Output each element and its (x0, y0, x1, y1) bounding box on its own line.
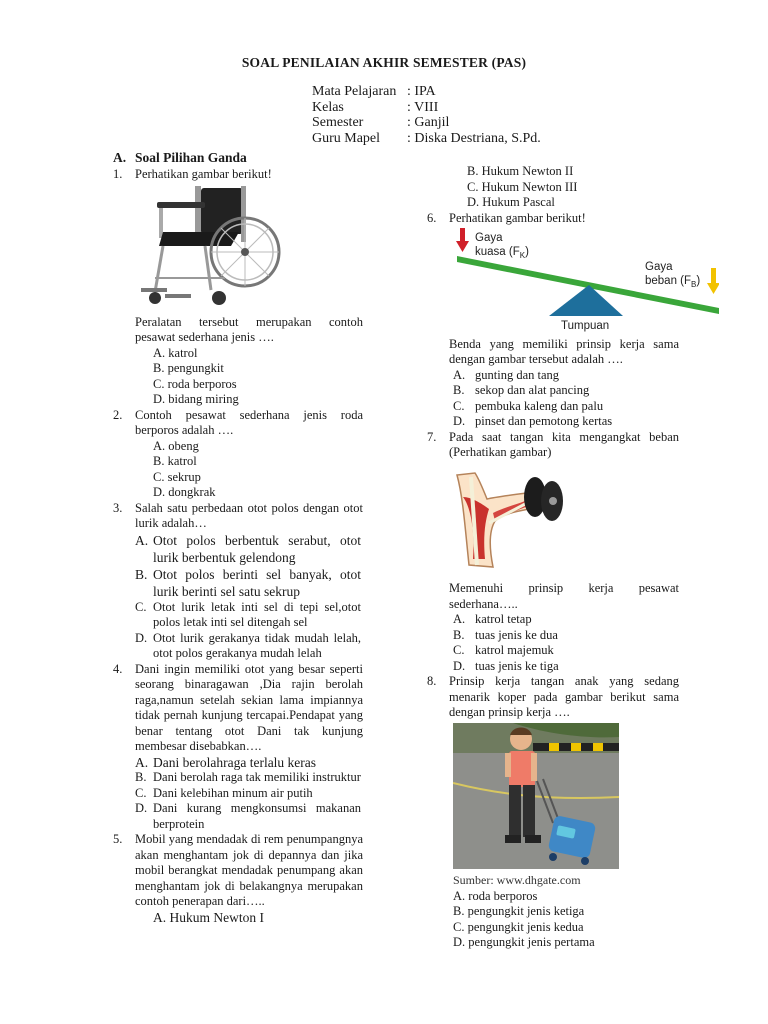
section-label: Soal Pilihan Ganda (135, 150, 247, 165)
option-text: Dani kelebihan minum air putih (153, 785, 313, 800)
option-letter: C. (135, 785, 147, 800)
option-text: A. obeng (153, 438, 199, 453)
effort-label-line1: Gaya (475, 232, 503, 244)
question-text: Mobil yang mendadak di rem penumpangnya akan menghantam jok di depannya dan jika mobil berangkat mendadak penumpang akan menghantam jok di belakangnya merupakan contoh penerapan dari….. (135, 832, 363, 908)
question-text: Perhatikan gambar berikut! (135, 166, 272, 181)
option-text: Otot polos berinti sel banyak, otot lurik berinti sel satu sekrup (153, 566, 361, 599)
option-letter: A. (453, 367, 466, 382)
lever-figure (429, 228, 701, 337)
question-1-prompt: Peralatan tersebut merupakan contoh pesawat sederhana jenis …. (135, 314, 363, 344)
option-text: C. roda berporos (153, 376, 237, 391)
option-text: gunting dan tang (475, 367, 560, 382)
option[interactable] (113, 631, 363, 662)
section-heading (113, 150, 363, 166)
option[interactable] (427, 628, 679, 644)
option-letter: A. (135, 532, 149, 548)
option[interactable] (427, 935, 679, 951)
option[interactable] (113, 470, 363, 486)
meta-value: : VIII (407, 99, 439, 115)
option[interactable] (113, 439, 363, 455)
option[interactable] (427, 643, 679, 659)
option-letter: C. (453, 643, 465, 657)
option-text: B. katrol (153, 454, 197, 468)
option[interactable] (427, 383, 679, 399)
option-text: B. pengungkit (153, 361, 224, 375)
option-letter: C. (453, 398, 465, 413)
option-letter: D. (453, 414, 466, 428)
question-number: 5. (113, 832, 123, 846)
option[interactable] (427, 414, 679, 430)
question-7 (427, 430, 679, 461)
child-pulling-suitcase-illustration (453, 723, 619, 869)
option[interactable] (427, 659, 679, 675)
option-text: C. sekrup (153, 469, 201, 484)
option[interactable] (113, 566, 363, 600)
option[interactable] (113, 454, 363, 470)
arm-lifting-illustration (449, 467, 579, 577)
question-number: 1. (113, 166, 123, 181)
question-number: 6. (427, 210, 437, 225)
effort-arrow-icon (456, 228, 469, 252)
option-text: B. pengungkit jenis ketiga (453, 904, 585, 918)
right-column (427, 164, 701, 951)
question-number: 4. (113, 661, 123, 676)
load-label-line1: Gaya (645, 261, 673, 273)
option-text: D. dongkrak (153, 485, 216, 499)
option-text: A. katrol (153, 345, 198, 360)
option-text: Dani berolahraga terlalu keras (153, 754, 317, 770)
option[interactable] (427, 399, 679, 415)
option-text: C. pengungkit jenis kedua (453, 919, 584, 934)
option-text: katrol majemuk (475, 643, 554, 657)
option-letter: A. (135, 754, 149, 770)
option[interactable] (113, 755, 363, 771)
option-text: Otot lurik gerakanya tidak mudah lelah, otot polos gerakanya mudah lelah (153, 630, 361, 660)
question-number: 7. (427, 429, 437, 444)
meta-value: : Diska Destriana, S.Pd. (407, 130, 541, 146)
question-text: Salah satu perbedaan otot polos dengan otot lurik adalah… (135, 500, 363, 530)
option[interactable] (113, 801, 363, 832)
option-text: A. roda berporos (453, 888, 538, 903)
option-text: D. Hukum Pascal (467, 195, 555, 209)
question-6 (427, 211, 679, 227)
question-3 (113, 501, 363, 532)
option-letter: B. (135, 566, 148, 582)
option-letter: B. (453, 627, 465, 642)
option-letter: D. (135, 801, 148, 815)
question-text: Pada saat tangan kita mengangkat beban (Perhatikan gambar) (449, 429, 679, 459)
option[interactable] (427, 889, 679, 905)
option-letter: B. (453, 383, 465, 397)
option-text: A. Hukum Newton I (153, 909, 264, 925)
option[interactable] (113, 346, 363, 362)
question-number: 3. (113, 500, 123, 515)
option[interactable] (113, 361, 363, 377)
option[interactable] (427, 164, 679, 180)
image-source-caption: Sumber: www.dhgate.com (453, 873, 581, 887)
option[interactable] (113, 786, 363, 802)
question-text: Dani ingin memiliki otot yang besar seperti seorang binaragawan ,Dia rajin berolah raga,namun setelah sekian lama impiannya tidak pernah kunjung tercapai.Pendapat yang benar tentang otot Dani tak kunjung membesar disebabkan…. (135, 661, 363, 753)
arm-dumbbell-image (449, 467, 679, 582)
fulcrum-label: Tumpuan (561, 320, 610, 332)
question-text: Prinsip kerja tangan anak yang sedang menarik koper pada gambar berikut sama dengan prinsip kerja …. (449, 674, 679, 719)
question-8 (427, 674, 679, 721)
option-text: Otot polos berbentuk serabut, otot lurik berbentuk gelendong (153, 532, 361, 565)
question-6-prompt: Benda yang memiliki prinsip kerja sama dengan gambar tersebut adalah …. (449, 336, 679, 366)
option[interactable] (113, 532, 363, 566)
option-text: Otot lurik letak inti sel di tepi sel,otot polos letak inti sel ditengah sel (153, 599, 361, 629)
question-4 (113, 662, 363, 755)
lever-diagram (429, 228, 719, 332)
option[interactable] (427, 180, 679, 196)
option-text: tuas jenis ke tiga (475, 658, 559, 673)
effort-label-line2: kuasa $(F_K)$ (475, 246, 529, 260)
option[interactable] (113, 600, 363, 631)
option-text: Dani kurang mengkonsumsi makanan berprotein (153, 801, 361, 831)
question-number: 8. (427, 674, 437, 688)
option[interactable] (427, 368, 679, 384)
option[interactable] (427, 195, 679, 211)
wheelchair-image (135, 182, 363, 315)
question-2 (113, 408, 363, 439)
question-1 (113, 167, 363, 183)
child-suitcase-photo (453, 723, 679, 874)
option[interactable] (427, 612, 679, 628)
option[interactable] (427, 904, 679, 920)
option[interactable] (427, 920, 679, 936)
option[interactable] (113, 392, 363, 408)
meta-label: Guru Mapel (312, 130, 381, 146)
option[interactable] (113, 770, 363, 786)
option-text: tuas jenis ke dua (475, 627, 558, 642)
meta-label: Kelas (312, 99, 344, 115)
section-number: A. (113, 150, 127, 165)
option[interactable] (113, 910, 363, 926)
question-text: Contoh pesawat sederhana jenis roda berporos adalah …. (135, 407, 363, 437)
document-title: SOAL PENILAIAN AKHIR SEMESTER (PAS) (241, 55, 527, 70)
question-number: 2. (113, 407, 123, 422)
meta-value: : IPA (407, 84, 436, 99)
option-letter: C. (135, 599, 147, 614)
question-5 (113, 832, 363, 910)
option-text: pinset dan pemotong kertas (475, 414, 613, 428)
option-text: D. bidang miring (153, 392, 239, 406)
option-text: Dani berolah raga tak memiliki instruktur (153, 770, 361, 784)
wheelchair-illustration (135, 182, 285, 310)
option-letter: D. (135, 630, 148, 645)
option-letter: B. (135, 770, 147, 784)
option-text: C. Hukum Newton III (467, 179, 578, 194)
left-column (113, 150, 363, 925)
meta-label: Semester (312, 115, 364, 130)
option-text: pembuka kaleng dan palu (475, 398, 604, 413)
option-text: D. pengungkit jenis pertama (453, 935, 595, 949)
question-7-prompt: Memenuhi prinsip kerja pesawat sederhana….. (449, 581, 679, 611)
option-text: B. Hukum Newton II (467, 164, 574, 178)
meta-label: Mata Pelajaran (312, 84, 397, 99)
question-text: Perhatikan gambar berikut! (449, 210, 586, 225)
meta-value: : Ganjil (407, 115, 450, 130)
option-text: sekop dan alat pancing (475, 383, 590, 397)
option-letter: D. (453, 658, 466, 673)
option[interactable] (113, 485, 363, 501)
option-letter: A. (453, 612, 466, 626)
load-arrow-icon (707, 268, 719, 294)
option-text: katrol tetap (475, 612, 532, 626)
load-label-line2: beban $(F_B)$ (645, 275, 701, 289)
option[interactable] (113, 377, 363, 393)
